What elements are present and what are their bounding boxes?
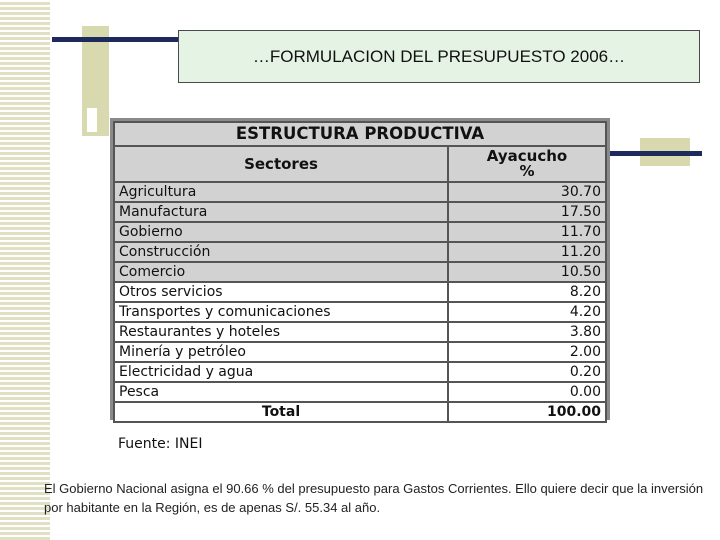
sector-cell: Electricidad y agua [114,362,448,382]
table-row [114,222,606,242]
productive-structure-table-frame [110,118,610,420]
total-value: 100.00 [448,402,606,422]
sector-cell: Manufactura [114,202,448,222]
value-cell: 8.20 [448,282,606,302]
value-cell: 0.00 [448,382,606,402]
sector-cell: Agricultura [114,182,448,202]
ayacucho-column-header [448,146,606,182]
table-row [114,302,606,322]
table-row [114,242,606,262]
value-cell: 17.50 [448,202,606,222]
white-decor-notch [87,108,97,132]
sector-cell: Restaurantes y hoteles [114,322,448,342]
ayacucho-header-label: Ayacucho [486,147,568,165]
sector-cell: Minería y petróleo [114,342,448,362]
table-title-row [114,122,606,146]
sector-cell: Gobierno [114,222,448,242]
table-title: ESTRUCTURA PRODUCTIVA [114,122,606,146]
value-cell: 2.00 [448,342,606,362]
sector-cell: Construcción [114,242,448,262]
sector-cell: Pesca [114,382,448,402]
sector-cell: Transportes y comunicaciones [114,302,448,322]
percent-header-label: % [519,162,535,180]
productive-structure-table [113,121,607,423]
table-row [114,382,606,402]
navy-decor-line-top [52,37,180,42]
table-row [114,282,606,302]
value-cell: 4.20 [448,302,606,322]
sector-cell: Otros servicios [114,282,448,302]
sector-cell: Comercio [114,262,448,282]
value-cell: 10.50 [448,262,606,282]
value-cell: 11.20 [448,242,606,262]
sector-column-header: Sectores [114,146,448,182]
table-row [114,342,606,362]
slide-title-box [178,30,700,83]
slide-title: …FORMULACION DEL PRESUPUESTO 2006… [252,46,626,66]
table-row [114,262,606,282]
table-row [114,182,606,202]
value-cell: 11.70 [448,222,606,242]
total-label: Total [114,402,448,422]
table-row [114,362,606,382]
table-source-note: Fuente: INEI [118,436,203,452]
table-header-row [114,146,606,182]
value-cell: 3.80 [448,322,606,342]
budget-explanation-text: El Gobierno Nacional asigna el 90.66 % del presupuesto para Gastos Corrientes. Ello quiere decir que la inversión por habitante en la Región, es de apenas S/. 55.34 al año. [44,481,704,515]
table-total-row [114,402,606,422]
table-row [114,202,606,222]
striped-side-decoration [0,0,50,540]
value-cell: 30.70 [448,182,606,202]
table-row [114,322,606,342]
value-cell: 0.20 [448,362,606,382]
